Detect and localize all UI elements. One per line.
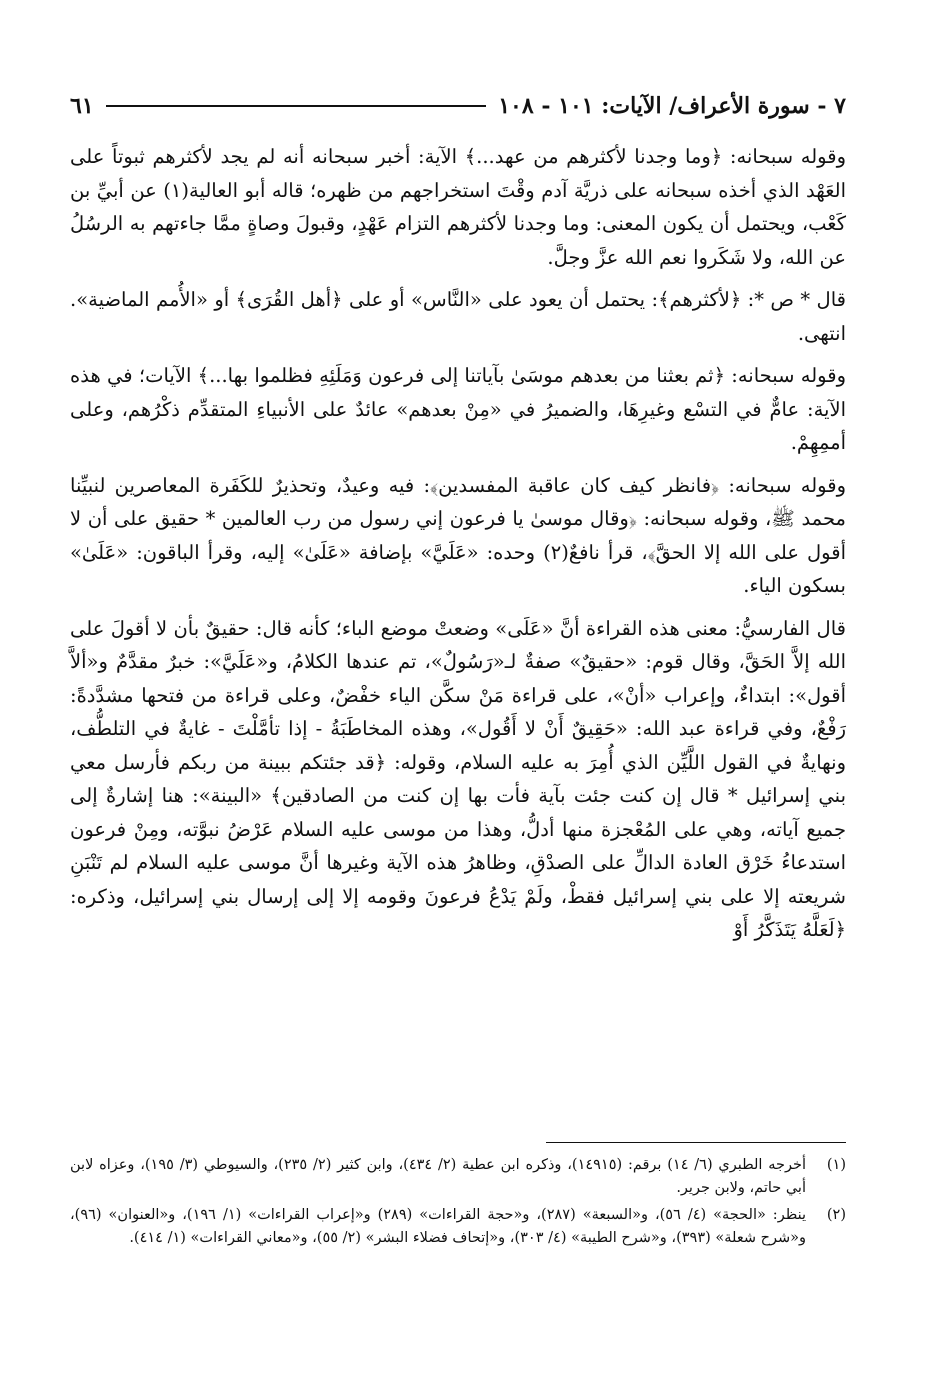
- footnote: [70, 1154, 846, 1200]
- paragraph: وقوله سبحانه: ﴿وما وجدنا لأكثرهم من عهد...﴾ الآية: أخبر سبحانه أنه لم يجد لأكثرهم ثبوتاً على العَهْد الذي أخذه سبحانه على ذريَّة آدم وقْتَ استخراجهم من ظهره؛ قاله أبو العالية(١) عن أبيِّ بن كَعْب، ويحتمل أن يكون المعنى: وما وجدنا لأكثرهم التزام عَهْدٍ، وقبولَ وصاةٍ ممَّا جاءتهم به الرسُلُ عن الله، ولا شَكَروا نعم الله عزَّ وجلَّ.: [70, 145, 846, 269]
- paragraph: قال * ص *: ﴿لأكثرهم﴾: يحتمل أن يعود على «النَّاس» أو على ﴿أهل القُرَى﴾ أو «الأُمم الماضية». انتهى.: [70, 288, 846, 345]
- chapter-title: ٧ - سورة الأعراف/ الآيات: ١٠١ - ١٠٨: [498, 93, 846, 119]
- book-page: [70, 88, 846, 1328]
- main-text: [70, 140, 846, 956]
- header-rule: [106, 105, 487, 107]
- paragraph: وقوله سبحانه: ﴿فانظر كيف كان عاقبة المفسدين﴾: فيه وعيدٌ، وتحذيرٌ للكَفَرة المعاصرين لنبيِّنا محمد ﷺ، وقوله سبحانه: ﴿وقال موسىٰ يا فرعون إني رسول من رب العالمين * حقيق على أن لا أقول على الله إلا الحقَّ﴾، قرأ نافعٌ(٢) وحده: «عَلَيَّ» بإضافة «عَلَىٰ» إليه، وقرأ الباقون: «عَلَىٰ» بسكون الياء.: [70, 473, 846, 597]
- footnote-number: (١): [826, 1157, 846, 1173]
- running-header: [70, 88, 846, 124]
- footnote-number: (٢): [826, 1207, 846, 1223]
- footnote: [70, 1204, 846, 1250]
- footnote-text: ينظر: «الحجة» (٤/ ٥٦)، و«السبعة» (٢٨٧)، و«حجة القراءات» (٢٨٩) و«إعراب القراءات» (١/ ١٩٦)، و«العنوان» (٩٦)، و«شرح شعلة» (٣٩٣)، و«شرح الطيبة» (٤/ ٣٠٣)، و«إتحاف فضلاء البشر» (٢/ ٥٥)، و«معاني القراءات» (١/ ٤١٤).: [70, 1207, 807, 1246]
- footnote-divider: [546, 1142, 846, 1143]
- footnotes: [70, 1154, 846, 1254]
- page-number: ٦١: [70, 93, 94, 119]
- footnote-text: أخرجه الطبري (٦/ ١٤) برقم: (١٤٩١٥)، وذكره ابن عطية (٢/ ٤٣٤)، وابن كثير (٢/ ٢٣٥)، والسيوطي (٣/ ١٩٥)، وعزاه لابن أبي حاتم، ولابن جرير.: [70, 1157, 806, 1196]
- paragraph: وقوله سبحانه: ﴿ثم بعثنا من بعدهم موسَىٰ بآياتنا إلى فرعون وَمَلَئِهِ فظلموا بها...﴾ الآيات؛ في هذه الآية: عامٌّ في التسْع وغيرِهَا، والضميرُ في «مِنْ بعدهم» عائدٌ على الأنبياءِ المتقدِّم ذكْرُهم، وعلى أممِهِمْ.: [70, 364, 846, 454]
- paragraph: قال الفارسيُّ: معنى هذه القراءة أنَّ «عَلَى» وضعتْ موضع الباء؛ كأنه قال: حقيقٌ بأن لا أقولَ على الله إلاَّ الحَقَّ، وقال قوم: «حقيقٌ» صفةٌ لـ«رَسُولٌ»، تم عندها الكلامُ، و«عَلَيَّ»: خبرٌ مقدَّمٌ و«ألاَّ أقول»: ابتداءٌ، وإعراب «أنْ»، على قراءة مَنْ سكَّن الياء خفْضٌ، وعلى قراءة من فتحها مشدَّدةً: رَفْعٌ، وفي قراءة عبد الله: «حَقِيقٌ أَنْ لا أَقُول»، وهذه المخاطَبَةُ - إذا تأمَّلْتَ - غايةٌ في التلطُّف، ونهايةٌ في القول اللَّيِّن الذي أُمِرَ به عليه السلام، وقوله: ﴿قد جئتكم ببينة من ربكم فأرسل معي بني إسرائيل * قال إن كنت جئت بآية فأت بها إن كنت من الصادقين﴾ «البينة»: هنا إشارةٌ إلى جميع آياته، وهي على المُعْجزة منها أدلُّ، وهذا من موسى عليه السلام عَرْضُ نبوَّته، ومِنْ فرعون استدعاءُ خَرْق العادة الدالِّ على الصدْقِ، وظاهرُ هذه الآية وغيرها أنَّ موسى عليه السلام لم تَنْبَنِ شريعته إلا على بني إسرائيل فقطْ، ولَمْ يَدْعُ فرعونَ وقومه إلا إلى إرسال بني إسرائيل، وذكره: ﴿لَعَلَّهُ يَتَذَكَّرُ أَوْ: [70, 616, 846, 941]
